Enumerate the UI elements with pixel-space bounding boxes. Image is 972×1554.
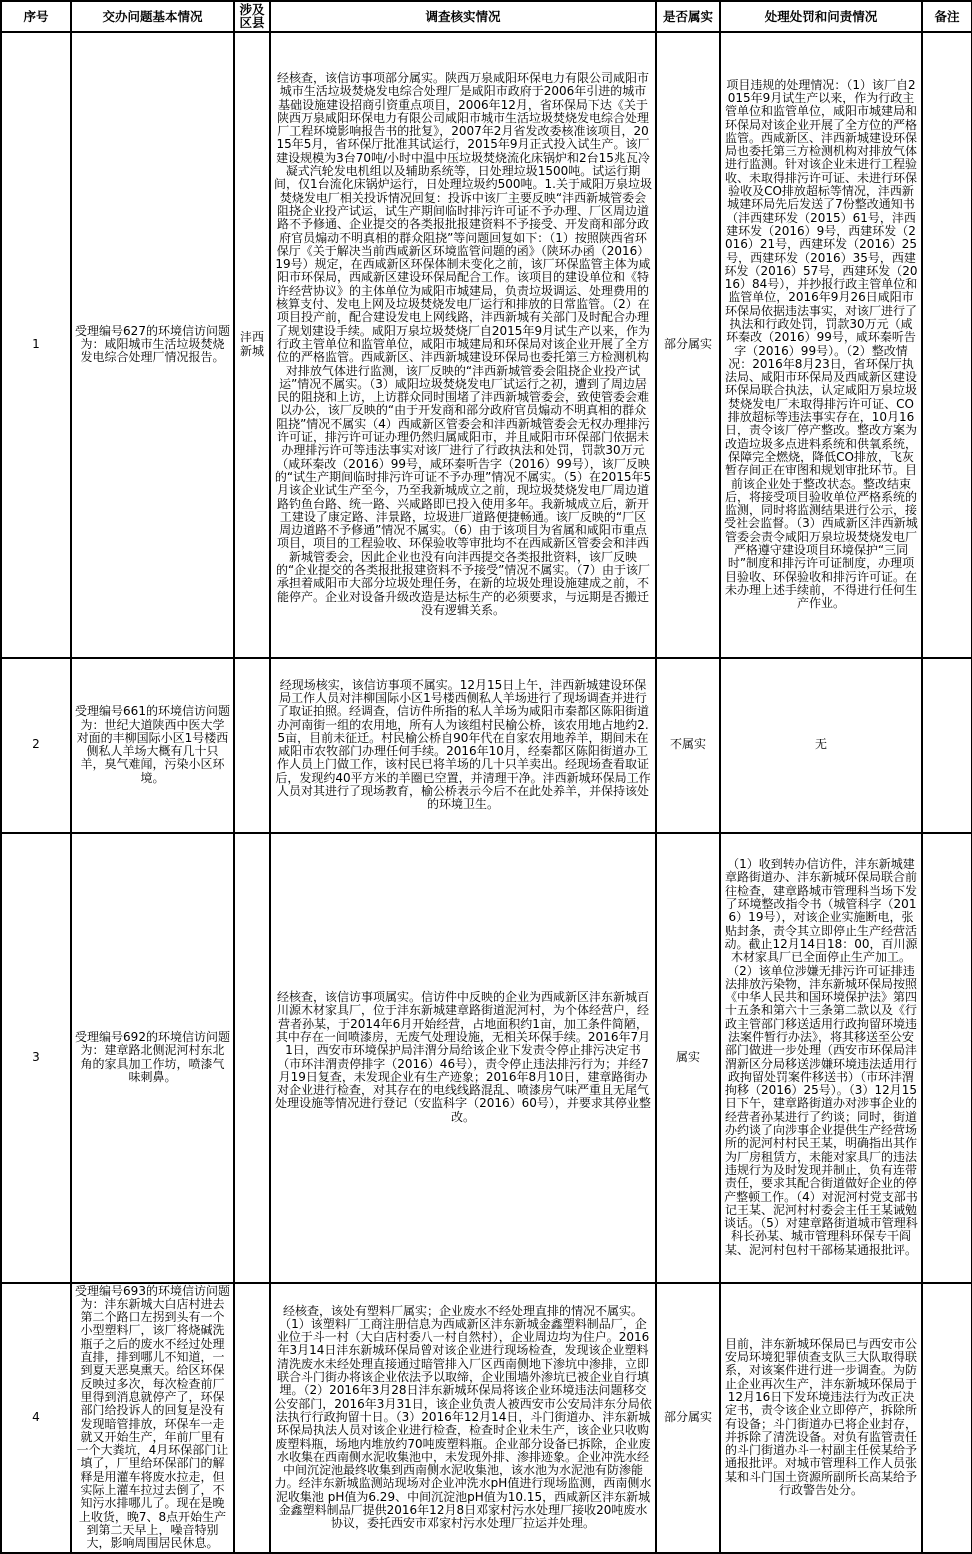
row-remark	[922, 32, 972, 658]
row-issue: 受理编号693的环境信访问题为：沣东新城大白店村进去第二个路口左拐到头有一个小型塑料厂，该厂将烧碱洗瓶子之后的废水不经过处理直排，排到哪儿不知道，一到夏天恶臭熏天。给区环保反映过多次，每次检查前厂里得到消息就停产了，环保部门给投诉人的回复是没有发现暗管排放，环保车一走就又开始生产，年前厂里有一个大粪坑，4月环保部门让填了，厂里给环保部门的解释是用灌车将废水拉走，但实际上灌车拉过去倒了，不知污水排哪儿了。现在是晚上收货，晚7、8点开始生产到第二天早上，噪音特别大，影响周围居民休息。	[71, 1283, 234, 1553]
row-issue: 受理编号661的环境信访问题为：世纪大道陕西中医大学对面的丰柳国际小区1号楼西侧私人羊场大概有几十只羊，臭气难闻，污染小区环境。	[71, 658, 234, 833]
row-remark	[922, 833, 972, 1283]
row-verified: 属实	[656, 833, 720, 1283]
row-handling: （1）收到转办信访件，沣东新城建章路街道办、沣东新城环保局联合前往检查，建章路城市管理科当场下发了环境整改指令书（城管科字（2016）19号），对该企业实施断电，张贴封条，责令其立即停止生产经营活动。截止12月14日18：00，百川源木材家具厂已全面停止生产加工。（2）该单位涉嫌无排污许可证排违法排放污染物，沣东新城环保局按照《中华人民共和国环境保护法》第四十五条和第六十三条第二款以及《行政主管部门移送适用行政拘留环境违法案件暂行办法》，将其移送至公安部门做进一步处理（西安市环保局沣渭新区分局移送涉嫌环境违法适用行政拘留处罚案件移送书）（市环沣渭拘移（2016）25号）。（3）12月15日下午，建章路街道办对涉事企业的经营者孙某进行了约谈；同时，街道办约谈了向涉事企业提供生产经营场所的泥河村村民王某，明确指出其作为厂房租赁方，未能对家具厂的违法违规行为及时发现并制止，负有连带责任，要求其配合街道做好企业的停产整顿工作。（4）对泥河村党支部书记王某、泥河村村委会主任王某诫勉谈话。（5）对建章路街道城市管理科科长孙某、城市管理科环保专干阎某、泥河村包村干部杨某通报批评。	[720, 833, 922, 1283]
row-no: 1	[1, 32, 71, 658]
row-district	[234, 1283, 270, 1553]
row-remark	[922, 658, 972, 833]
row-verified: 部分属实	[656, 1283, 720, 1553]
table-row	[1, 32, 972, 658]
row-handling: 项目违规的处理情况：（1）该厂自2015年9月试生产以来，作为行政主管单位和监管单位，咸阳市城建局和环保局对该企业开展了全方位的严格监管。西咸新区、沣西新城建设环保局也委托第三方检测机构对排放气体进行监测。针对该企业未进行工程验收、未取得排污许可证、未进行环保验收及CO排放超标等情况，沣西新城建环局先后发送了7份整改通知书（沣西建环发（2015）61号，沣西建环发（2016）9号，西建环发（2016）21号，西建环发（2016）25号，西建环发（2016）35号，西建环发（2016）57号，西建环发（2016）84号），并抄报行政主管单位和监管单位，2016年9月26日咸阳市环保局依据违法事实，对该厂进行了执法和行政处罚，罚款30万元（咸环秦改（2016）99号，咸环秦听告字（2016）99号）。（2）整改情况：2016年8月23日，省环保厅执法局、咸阳市环保局及西咸新区建设环保局联合执法，认定咸阳万泉垃圾焚烧发电厂未取得排污许可证、CO排放超标等违法事实存在，10月16日，责令该厂停产整改。整改方案为改造垃圾多点进料系统和供氧系统，保障完全燃烧，降低CO排放，飞灰暂存间正在审图和规划审批环节。目前该企业处于整改状态。整改结束后，将接受项目验收单位严格系统的监测，同时将监测结果进行公示，接受社会监督。（3）西咸新区沣西新城管委会责令咸阳万泉垃圾焚烧发电厂严格遵守建设项目环境保护“三同时”制度和排污许可证制度，办理项目验收、环保验收和排污许可证。在未办理上述手续前，不得进行任何生产作业。	[720, 32, 922, 658]
row-issue: 受理编号692的环境信访问题为：建章路北侧泥河村东北角的家具加工作坊，喷漆气味刺鼻。	[71, 833, 234, 1283]
row-handling: 无	[720, 658, 922, 833]
col-header-investigation: 调查核实情况	[270, 1, 656, 32]
row-no: 3	[1, 833, 71, 1283]
col-header-district: 涉及区县	[234, 1, 270, 32]
row-handling: 目前，沣东新城环保局已与西安市公安局环境犯罪侦查支队三大队取得联系，对该案件进行进一步调查。为防止企业再次生产，沣东新城环保局于12月16日下发环境违法行为改正决定书，责令该企业立即停产，拆除所有设备；斗门街道办已将企业封存，并拆除了清洗设备。对负有监管责任的斗门街道办斗一村副主任侯某给予通报批评。对城市管理科工作人员张某和斗门国土资源所副所长高某给予行政警告处分。	[720, 1283, 922, 1553]
row-investigation: 经核查，该信访事项部分属实。陕西万泉咸阳环保电力有限公司咸阳市城市生活垃圾焚烧发电综合处理厂是咸阳市政府于2006年引进的城市基础设施建设招商引资重点项目，2006年12月，省环保局下达《关于陕西万泉咸阳环保电力有限公司咸阳市城市生活垃圾焚烧发电综合处理厂工程环境影响报告书的批复》，2007年2月省发改委核准该项目，2015年5月，省环保厅批准其试运行，2015年9月正式投入试生产。该厂建设规模为3台70吨/小时中温中压垃圾焚烧流化床锅炉和2台15兆瓦冷凝式汽轮发电机组以及辅助系统等，日处理垃圾1500吨。试运行期间，仅1台流化床锅炉运行，日处理垃圾约500吨。1.关于咸阳万泉垃圾焚烧发电厂相关投诉情况回复：投诉中该厂主要反映“沣西新城管委会阻挠企业投产试运，试生产期间临时排污许可证不予办理、厂区周边道路不予修通、企业提交的各类报批报建资料不予接受、开发商和部分政府官员煽动不明真相的群众阻挠”等问题回复如下：（1）按照陕西省环保厅《关于解决当前西咸新区环境监管问题的函》（陕环办函（2016）19号）规定，在西咸新区环保体制未变化之前，该厂环保监管主体为咸阳市环保局，西咸新区建设环保局配合工作。该项目的建设单位和《特许经营协议》的主体单位为咸阳市城建局，负责垃圾调运、处理费用的核算支付、发电上网及垃圾焚烧发电厂运行和排放的日常监管。（2）在项目投产前，配合建设发电上网线路，沣西新城有关部门及时配合办理了规划建设手续。咸阳万泉垃圾焚烧厂自2015年9月试生产以来，作为行政主管单位和监管单位，咸阳市城建局和环保局对该企业开展了全方位的严格监管。西咸新区、沣西新城建设环保局也委托第三方检测机构对排放气体进行监测，该厂反映的“沣西新城管委会阻挠企业投产试运”情况不属实。（3）咸阳垃圾焚烧发电厂试运行之初，遭到了周边居民的阻挠和上访，上访群众同时围堵了沣西新城管委会，致使管委会难以办公，该厂反映的“由于开发商和部分政府官员煽动不明真相的群众阻挠”情况不属实（4）西咸新区管委会和沣西新城管委会无权办理排污许可证，排污许可证办理仍然归属咸阳市，并且咸阳市环保部门依据未办理排污许可等违法事实对该厂进行了行政执法和处罚，罚款30万元（咸环秦改（2016）99号，咸环秦听告字（2016）99号），该厂反映的“试生产期间临时排污许可证不予办理”情况不属实。（5）在2015年5月该企业试生产至今，乃至我新城成立之前，现垃圾焚烧发电厂周边道路钓鱼台路、统一路、兴咸路即已投入使用多年。我新城成立后，新开工建设了康定路、沣景路，垃圾进厂道路便捷畅通。该厂反映的“厂区周边道路不予修通”情况不属实。（6）由于该项目为省属和咸阳市重点项目，项目的工程验收、环保验收等审批均不在西咸新区管委会和沣西新城管委会，因此企业也没有向沣西提交各类报批资料，该厂反映的“企业提交的各类报批报建资料不予接受”情况不属实。（7）由于该厂承担着咸阳市大部分垃圾处理任务，在新的垃圾处理设施建成之前，不能停产。企业对设备升级改造是达标生产的必须要求，与远期是否搬迁没有逻辑关系。	[270, 32, 656, 658]
row-verified: 部分属实	[656, 32, 720, 658]
table-row	[1, 658, 972, 833]
row-district	[234, 833, 270, 1283]
row-remark	[922, 1283, 972, 1553]
row-investigation: 经现场核实，该信访事项不属实。12月15日上午，沣西新城建设环保局工作人员对沣柳国际小区1号楼西侧私人羊场进行了现场调查并进行了取证拍照。经调查，信访件所指的私人羊场为咸阳市秦都区陈阳街道办河南街一组的农用地，所有人为该组村民榆公桥，该农用地占地约2.5亩，目前未征迁。村民榆公桥自90年代在自家农用地养羊，期间未在咸阳市农牧部门办理任何手续。2016年10月，经秦都区陈阳街道办工作人员上门做工作，该村民已将羊场的几十只羊卖出。经现场查看取证后，发现约40平方米的羊圈已空置，并清理干净。沣西新城环保局工作人员对其进行了现场教育，榆公桥表示今后不在此处养羊，并保持该处的环境卫生。	[270, 658, 656, 833]
row-verified: 不属实	[656, 658, 720, 833]
table-row	[1, 833, 972, 1283]
row-no: 2	[1, 658, 71, 833]
row-district: 沣西新城	[234, 32, 270, 658]
table-row	[1, 1283, 972, 1553]
col-header-no: 序号	[1, 1, 71, 32]
col-header-issue: 交办问题基本情况	[71, 1, 234, 32]
col-header-handling: 处理处罚和问责情况	[720, 1, 922, 32]
row-issue: 受理编号627的环境信访问题为：咸阳城市生活垃圾焚烧发电综合处理厂情况报告。	[71, 32, 234, 658]
col-header-remark: 备注	[922, 1, 972, 32]
row-investigation: 经核查，该信访事项属实。信访件中反映的企业为西咸新区沣东新城百川源木材家具厂，位于沣东新城建章路街道泥河村，为个体经营户，经营者孙某，于2014年6月开始经营，占地面积约1亩，加工条件简陋，其中存在一间喷漆房，无废气处理设施，无相关环保手续。2016年7月1日，西安市环境保护局沣渭分局给该企业下发责令停止排污决定书（市环沣渭责停排字（2016）46号），责令停止违法排污行为；并经7月19日复查，未发现企业有生产迹象；2016年8月10日，建章路街办对企业进行检查，对其存在的电线线路混乱、喷漆房气味严重且无尾气处理设施等情况进行登记（安监科字（2016）60号），并要求其停业整改。	[270, 833, 656, 1283]
col-header-verified: 是否属实	[656, 1, 720, 32]
row-investigation: 经核查，该处有塑料厂属实；企业废水不经处理直排的情况不属实。（1）该塑料厂工商注册信息为西咸新区沣东新城金鑫塑料制品厂，企业位于斗一村（大白店村委八一村自然村），企业周边均为住户。2016年3月14日沣东新城环保局曾对该企业进行现场检查，发现该企业塑料清洗废水未经处理直接通过暗管排入厂区西南侧地下渗坑中渗排，立即联合斗门街办将该企业依法予以取缔，企业围墙外渗坑已被企业自行填埋。（2）2016年3月28日沣东新城环保局将该企业环境违法问题移交公安部门，2016年3月31日，该企业负责人被西安市公安局沣东分局依法执行行政拘留十日。（3）2016年12月14日，斗门街道办、沣东新城环保局执法人员对该企业进行检查，检查时企业未生产，该企业只收购废塑料瓶，场地内堆放约70吨废塑料瓶。企业部分设备已拆除，企业废水收集在西南侧水泥收集池中，未发现外排、渗排迹象。企业冲洗水经中间沉淀池最终收集到西南侧水泥收集池，该水池为水泥池有防渗能力。经沣东新城监测站现场对企业冲洗水pH值进行现场监测，西南侧水泥收集池 pH值为6.29、中间沉淀池pH值为10.15，西咸新区沣东新城金鑫塑料制品厂提供2016年12月8日邓家村污水处理厂接收20吨废水协议，委托西安市邓家村污水处理厂拉运并处理。	[270, 1283, 656, 1553]
row-district	[234, 658, 270, 833]
row-no: 4	[1, 1283, 71, 1553]
header-row	[1, 1, 972, 32]
